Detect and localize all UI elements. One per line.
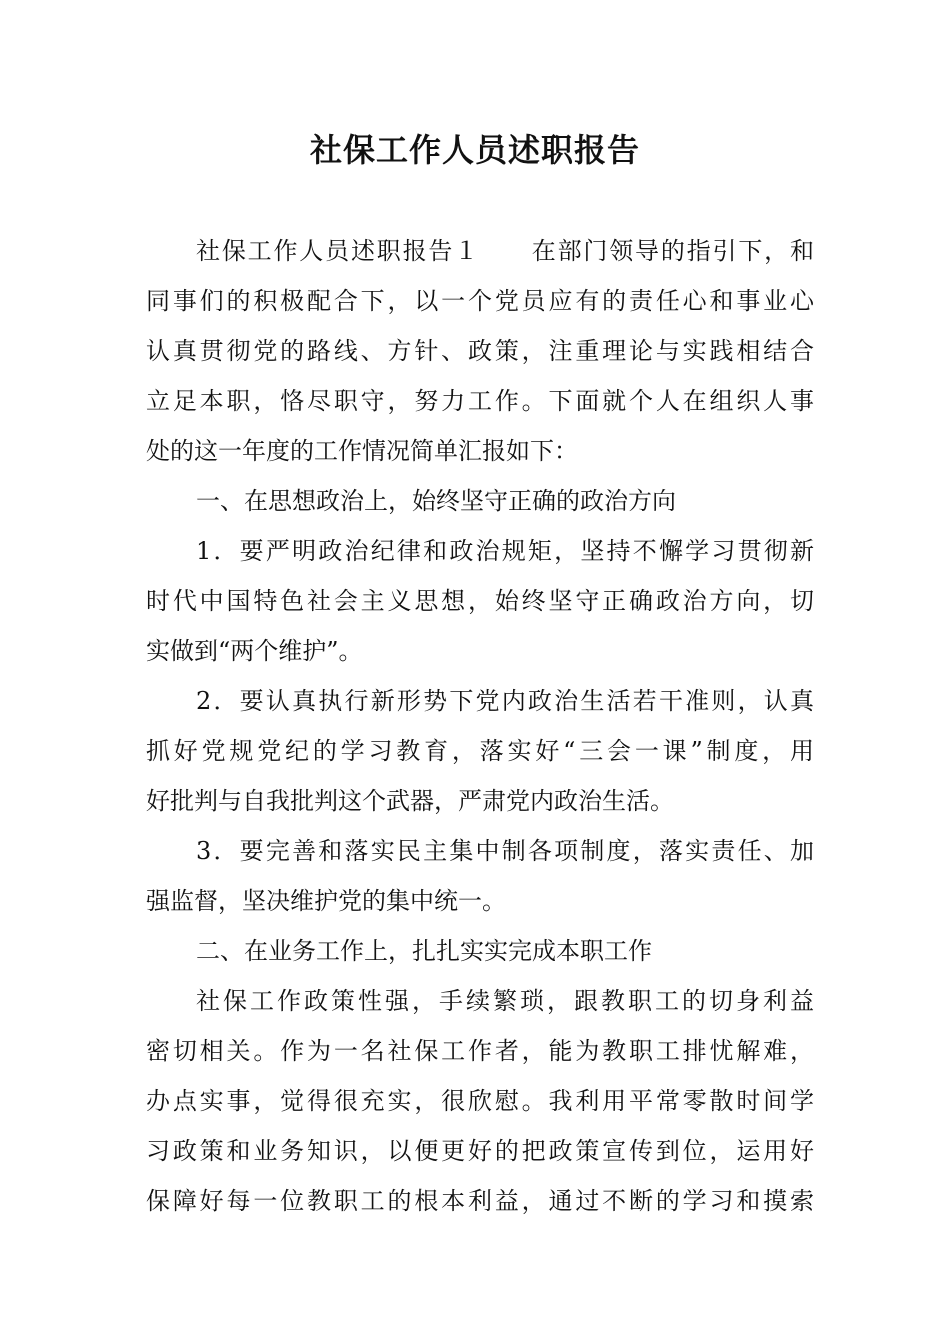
text-line: 习政策和业务知识，以便更好的把政策宣传到位，运用好	[146, 1137, 814, 1165]
text-line: 处的这一年度的工作情况简单汇报如下：	[146, 437, 578, 465]
text-line: 办点实事，觉得很充实，很欣慰。我利用平常零散时间学	[146, 1087, 814, 1115]
text-line: 实做到“两个维护”。	[146, 637, 363, 665]
text-line: 保障好每一位教职工的根本利益，通过不断的学习和摸索	[146, 1187, 814, 1215]
text-line: 社保工作政策性强，手续繁琐，跟教职工的切身利益	[196, 987, 814, 1015]
text-line: 2．要认真执行新形势下党内政治生活若干准则，认真	[196, 687, 814, 715]
text-line: 二、在业务工作上，扎扎实实完成本职工作	[196, 937, 652, 965]
text-line: 一、在思想政治上，始终坚守正确的政治方向	[196, 487, 676, 515]
document-body	[146, 226, 814, 1226]
text-line: 好批判与自我批判这个武器，严肃党内政治生活。	[146, 787, 674, 815]
text-line: 抓好党规党纪的学习教育，落实好“三会一课”制度，用	[146, 737, 814, 765]
text-line: 强监督，坚决维护党的集中统一。	[146, 887, 506, 915]
text-line: 社保工作人员述职报告１ 在部门领导的指引下，和	[196, 237, 814, 265]
text-line: 3．要完善和落实民主集中制各项制度，落实责任、加	[196, 837, 814, 865]
text-line: 时代中国特色社会主义思想，始终坚守正确政治方向，切	[146, 587, 814, 615]
text-line: 认真贯彻党的路线、方针、政策，注重理论与实践相结合	[146, 337, 814, 365]
text-line: 密切相关。作为一名社保工作者，能为教职工排忧解难，	[146, 1037, 814, 1065]
text-line: 1．要严明政治纪律和政治规矩，坚持不懈学习贯彻新	[196, 537, 814, 565]
text-line: 立足本职，恪尽职守，努力工作。下面就个人在组织人事	[146, 387, 814, 415]
text-line: 同事们的积极配合下，以一个党员应有的责任心和事业心	[146, 287, 814, 315]
document-title: 社保工作人员述职报告	[309, 131, 640, 169]
